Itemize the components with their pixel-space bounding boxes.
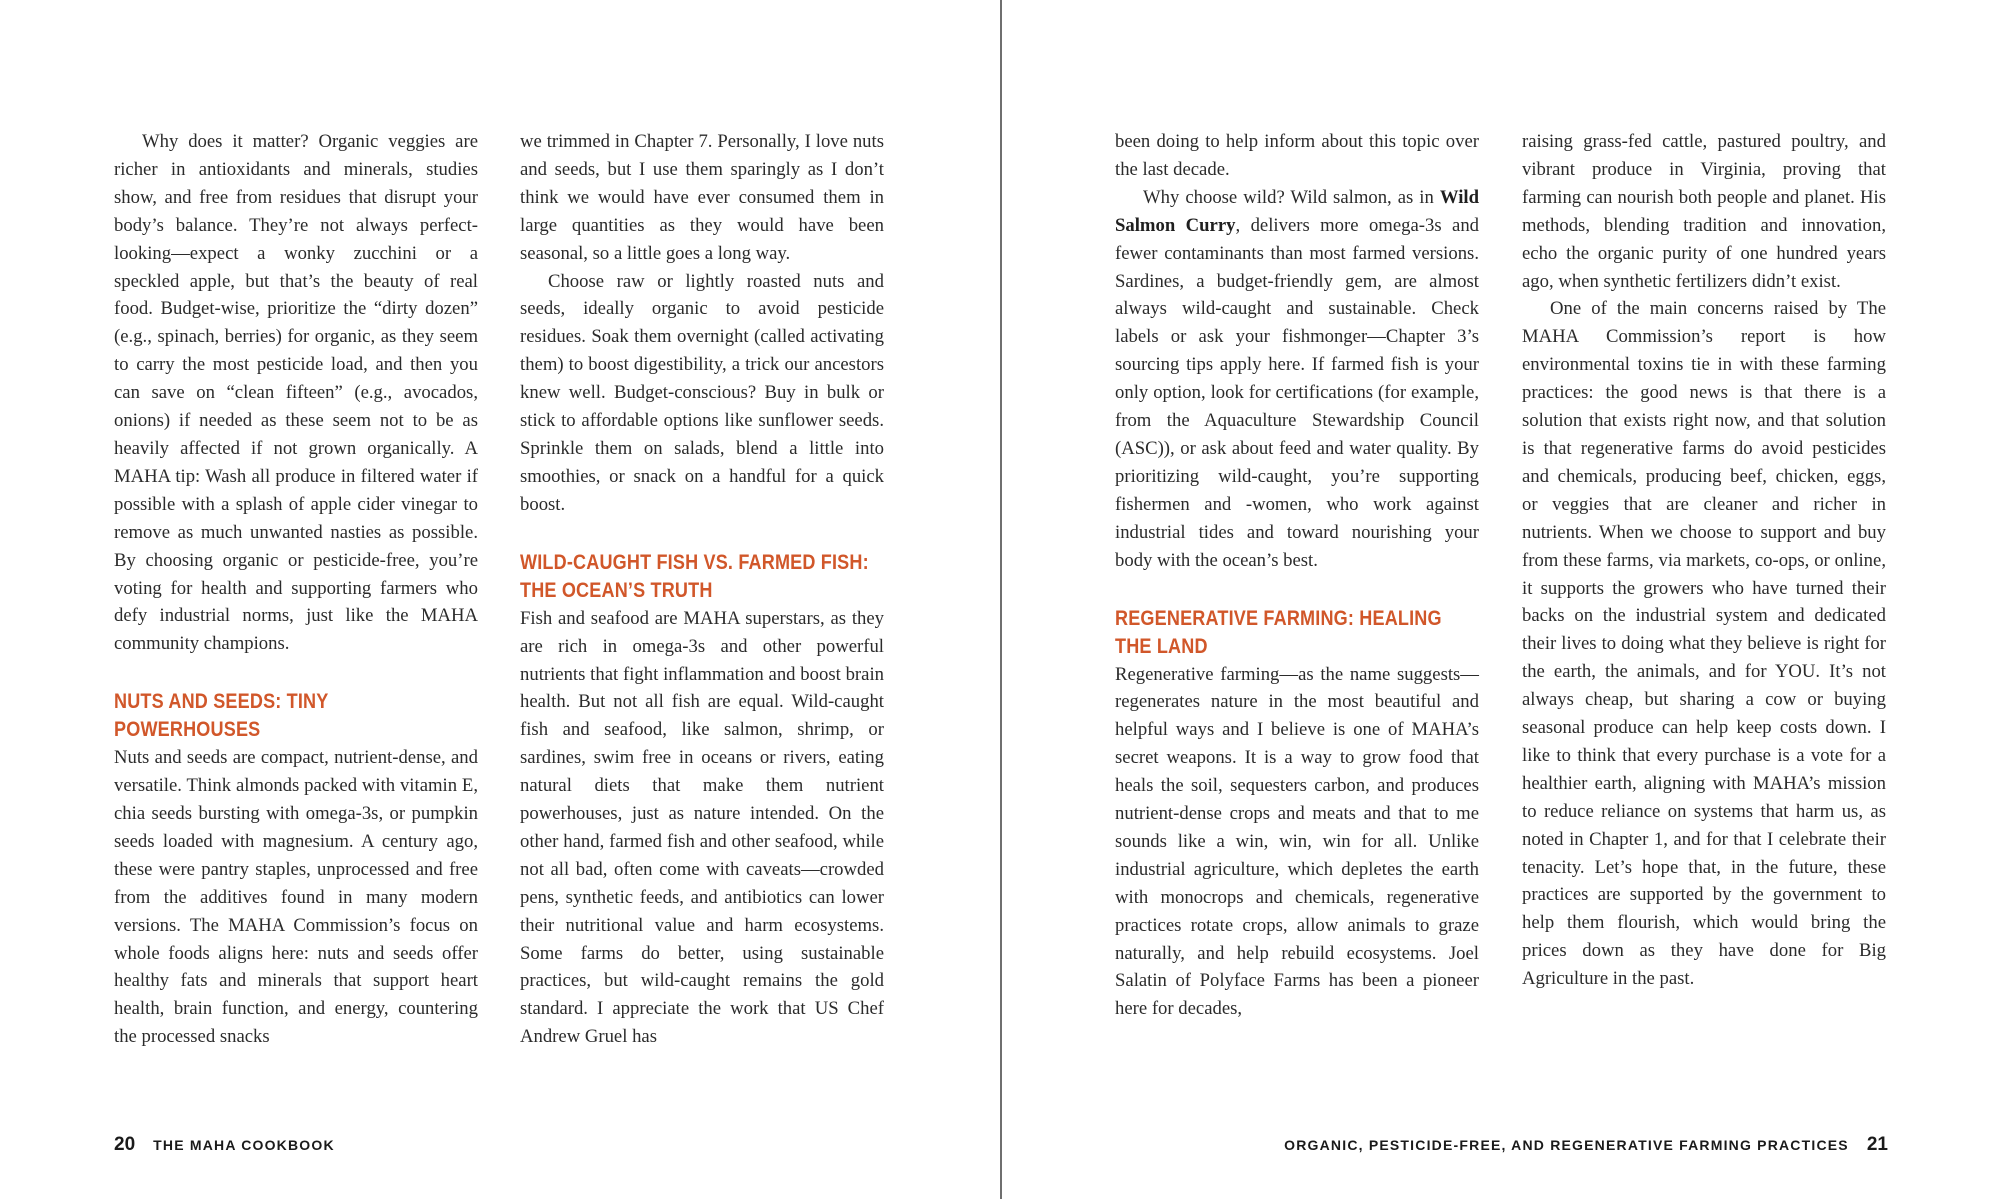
heading-line: REGENERATIVE FARMING: HEALING	[1115, 606, 1442, 630]
body-paragraph: Nuts and seeds are compact, nutrient-dense, and versatile. Think almonds packed with vitamin E, chia seeds bursting with omega-3s, or pumpkin seeds loaded with magnesium. A century ago, these were pantry staples, unprocessed and free from the additives found in many modern versions. The MAHA Commission’s focus on whole foods aligns here: nuts and seeds offer healthy fats and minerals that support heart health, brain function, and energy, countering the processed snacks	[114, 747, 478, 1048]
text-run: Why choose wild? Wild salmon, as in	[1143, 186, 1440, 208]
section-heading-regenerative	[1115, 605, 1476, 661]
body-paragraph: Why does it matter? Organic veggies are richer in antioxidants and minerals, studies show, and free from residues that disrupt your body’s balance. They’re not always perfect-looking—expect a wonky zucchini or a speckled apple, but that’s the beauty of real food. Budget-wise, prioritize the “dirty dozen” (e.g., spinach, berries) for organic, as they seem to carry the most pesticide load, and then you can save on “clean fifteen” (e.g., avocados, onions) if needed as these seem not to be as heavily affected if not grown organically. A MAHA tip: Wash all produce in filtered water if possible with a splash of apple cider vinegar to remove as much unwanted nasties as possible. By choosing organic or pesticide-free, you’re voting for health and supporting farmers who defy industrial norms, just like the MAHA community champions.	[114, 131, 478, 655]
page-number: 21	[1866, 1134, 1888, 1155]
page-gutter	[1000, 0, 1002, 1199]
body-paragraph: One of the main concerns raised by The MAHA Commission’s report is how environmental toxins tie in with these farming practices: the good news is that there is a solution that exists right now, and that solution is that regenerative farms do avoid pesticides and chemicals, producing beef, chicken, eggs, or veggies that are cleaner and richer in nutrients. When we choose to support and buy from these farms, via markets, co-ops, or online, it supports the growers who have turned their backs on the industrial system and dedicated their lives to doing what they believe is right for the earth, the animals, and for YOU. It’s not always cheap, but sharing a cow or buying seasonal produce can help keep costs down. I like to think that every purchase is a vote for a healthier earth, aligning with MAHA’s mission to reduce reliance on systems that harm us, as noted in Chapter 1, and for that I celebrate their tenacity. Let’s hope that, in the future, these practices are supported by the government to help them flourish, which would bring the prices down as they have done for Big Agriculture in the past.	[1522, 298, 1886, 990]
section-heading-nuts-seeds: NUTS AND SEEDS: TINY POWERHOUSES	[114, 690, 329, 742]
body-paragraph: we trimmed in Chapter 7. Personally, I love nuts and seeds, but I use them sparingly as I don’t think we would have ever consumed them in large quantities as they would have been seasonal, so a little goes a long way.	[520, 131, 884, 264]
heading-line: THE OCEAN’S TRUTH	[520, 578, 713, 602]
body-paragraph: Choose raw or lightly roasted nuts and seeds, ideally organic to avoid pesticide residues. Soak them overnight (called activating them) to boost digestibility, a trick our ancestors knew well. Budget-conscious? Buy in bulk or stick to affordable options like sunflower seeds. Sprinkle them on salads, blend a little into smoothies, or snack on a handful for a quick boost.	[520, 270, 884, 515]
body-paragraph: Fish and seafood are MAHA superstars, as they are rich in omega-3s and other powerful nutrients that fight inflammation and boost brain health. But not all fish are equal. Wild-caught fish and seafood, like salmon, shrimp, or sardines, swim free in oceans or rivers, eating natural diets that make them nutrient powerhouses, just as nature intended. On the other hand, farmed fish and other seafood, while not all bad, often come with caveats—crowded pens, synthetic feeds, and antibiotics can lower their nutritional value and harm ecosystems. Some farms do better, using sustainable practices, but wild-caught remains the gold standard. I appreciate the work that US Chef Andrew Gruel has	[520, 607, 884, 1048]
recipe-name: Wild Salmon Curry	[1115, 186, 1479, 236]
left-page-column-1	[114, 128, 478, 1051]
heading-line: WILD-CAUGHT FISH VS. FARMED FISH:	[520, 550, 869, 574]
running-head: ORGANIC, PESTICIDE-FREE, AND REGENERATIVE FARMING PRACTICES	[1284, 1137, 1849, 1153]
running-head: THE MAHA COOKBOOK	[153, 1137, 335, 1153]
body-paragraph: been doing to help inform about this topic over the last decade.	[1115, 131, 1479, 180]
right-page-column-2	[1522, 128, 1886, 993]
left-page-column-2	[520, 128, 884, 1051]
body-paragraph	[1115, 184, 1479, 575]
body-paragraph: Regenerative farming—as the name suggests—regenerates nature in the most beautiful and helpful ways and I believe is one of MAHA’s secret weapons. It is a way to grow food that heals the soil, sequesters carbon, and produces nutrient-dense crops and meats and that to me sounds like a win, win, win for all. Unlike industrial agriculture, which depletes the earth with monocrops and chemicals, regenerative practices rotate crops, allow animals to graze naturally, and help rebuild ecosystems. Joel Salatin of Polyface Farms has been a pioneer here for decades,	[1115, 663, 1479, 1020]
right-page-footer	[1284, 1134, 1888, 1156]
right-page-column-1	[1115, 128, 1479, 1023]
body-paragraph: raising grass-fed cattle, pastured poultry, and vibrant produce in Virginia, proving that farming can nourish both people and planet. His methods, blending tradition and innovation, echo the organic purity of one hundred years ago, when synthetic fertilizers didn’t exist.	[1522, 131, 1886, 292]
left-page-footer	[114, 1134, 335, 1156]
section-heading-fish	[520, 549, 881, 605]
page-number: 20	[114, 1134, 136, 1155]
heading-line: THE LAND	[1115, 634, 1208, 658]
text-run: , delivers more omega-3s and fewer contaminants than most farmed versions. Sardines, a budget-friendly gem, are almost always wild-caught and sustainable. Check labels or ask your fishmonger—Chapter 3’s sourcing tips apply here. If farmed fish is your only option, look for certifications (for example, from the Aquaculture Stewardship Council (ASC)), or ask about feed and water quality. By prioritizing wild-caught, you’re supporting fishermen and -women, who work against industrial tides and toward nourishing your body with the ocean’s best.	[1115, 214, 1480, 571]
